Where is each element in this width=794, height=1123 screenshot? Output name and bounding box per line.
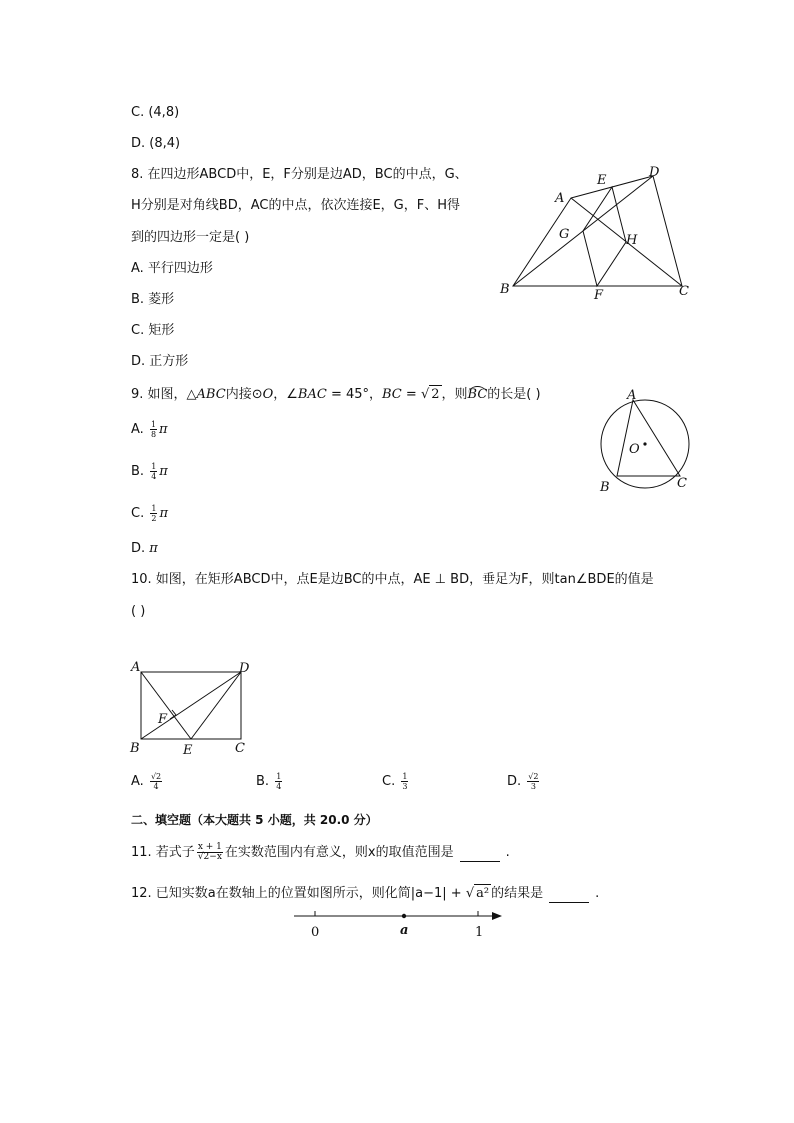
q8-label-h: H xyxy=(626,233,638,248)
q10-option-d: D. $\frac{√2}{3}$ xyxy=(507,772,539,791)
q10-option-c: C. $\frac{1}{3}$ xyxy=(382,772,408,791)
q10-label-d: D xyxy=(239,661,250,676)
q8-stem-line1: 8. 在四边形ABCD中，E，F分别是边AD，BC的中点，G、 xyxy=(131,167,468,182)
q8-option-c: C. 矩形 xyxy=(131,323,175,338)
q8-label-b: B xyxy=(500,282,510,297)
q8-label-a: A xyxy=(555,191,565,206)
q7-option-d: D. (8,4) xyxy=(131,136,181,151)
q12-number-line xyxy=(290,908,510,940)
q8-label-e: E xyxy=(597,173,607,188)
q7-option-c: C. (4,8) xyxy=(131,105,180,120)
q9-option-a: A. $\frac{1}{8}$ π xyxy=(131,420,168,439)
triangle-abc xyxy=(617,400,680,476)
q10-stem-line1: 10. 如图，在矩形ABCD中，点E是边BC的中点，AE ⊥ BD，垂足为F，则tan∠BDE的值是 xyxy=(131,572,654,587)
q11-answer-blank[interactable] xyxy=(460,848,500,862)
segment-ae xyxy=(141,672,191,739)
q8-label-g: G xyxy=(559,227,570,242)
q9-option-b: B. $\frac{1}{4}$ π xyxy=(131,462,168,481)
q8-stem-line2: H分别是对角线BD，AC的中点，依次连接E，G，F、H得 xyxy=(131,198,460,213)
q12-answer-blank[interactable] xyxy=(549,889,589,903)
q8-option-d: D. 正方形 xyxy=(131,354,189,369)
q9-label-b: B xyxy=(600,480,610,495)
axis-arrow-icon xyxy=(492,912,502,920)
q8-quadrilateral-figure xyxy=(495,160,700,305)
q8-label-d: D xyxy=(649,165,660,180)
quadrilateral-abcd xyxy=(513,176,682,286)
q9-option-d: D. π xyxy=(131,541,158,556)
q10-option-b: B. $\frac{1}{4}$ xyxy=(256,772,282,791)
axis-label-one: 1 xyxy=(475,925,484,940)
axis-label-a: a xyxy=(400,923,409,938)
q8-option-a: A. 平行四边形 xyxy=(131,261,213,276)
q9-circle-figure xyxy=(595,385,700,495)
section-fill-in-title: 二、填空题（本大题共 5 小题，共 20.0 分） xyxy=(131,813,378,827)
q10-label-b: B xyxy=(130,741,140,756)
segment-de xyxy=(191,672,241,739)
q10-label-e: E xyxy=(183,743,193,758)
q10-stem-line2: ( ) xyxy=(131,604,146,619)
q8-stem-line3: 到的四边形一定是( ) xyxy=(131,230,250,245)
q10-label-c: C xyxy=(235,741,245,756)
q8-option-b: B. 菱形 xyxy=(131,292,175,307)
point-a xyxy=(402,914,406,918)
diagonal-bd xyxy=(141,672,241,739)
q8-label-f: F xyxy=(594,288,604,303)
q9-label-o: O xyxy=(629,442,640,457)
q8-label-c: C xyxy=(679,284,689,299)
q12-stem: 12. 已知实数a在数轴上的位置如图所示，则化简|a−1| + √ a² 的结果是 . xyxy=(131,886,600,901)
axis-label-zero: 0 xyxy=(311,925,320,940)
q10-rectangle-figure xyxy=(125,655,260,760)
q9-label-c: C xyxy=(677,476,687,491)
q9-option-c: C. $\frac{1}{2}$ π xyxy=(131,504,168,523)
q9-stem: 9. 如图，△ABC内接⊙O，∠BAC = 45°，BC = √ 2 ，则BC的长是( ) xyxy=(131,387,541,402)
q10-label-a: A xyxy=(131,660,141,675)
q10-option-a: A. $\frac{√2}{4}$ xyxy=(131,772,162,791)
q10-label-f: F xyxy=(158,712,168,727)
center-point xyxy=(643,442,646,445)
q9-label-a: A xyxy=(627,388,637,403)
q11-stem: 11. 若式子 $\frac{x + 1}{√2-x}$ 在实数范围内有意义，则x的取值范围是 . xyxy=(131,842,510,862)
